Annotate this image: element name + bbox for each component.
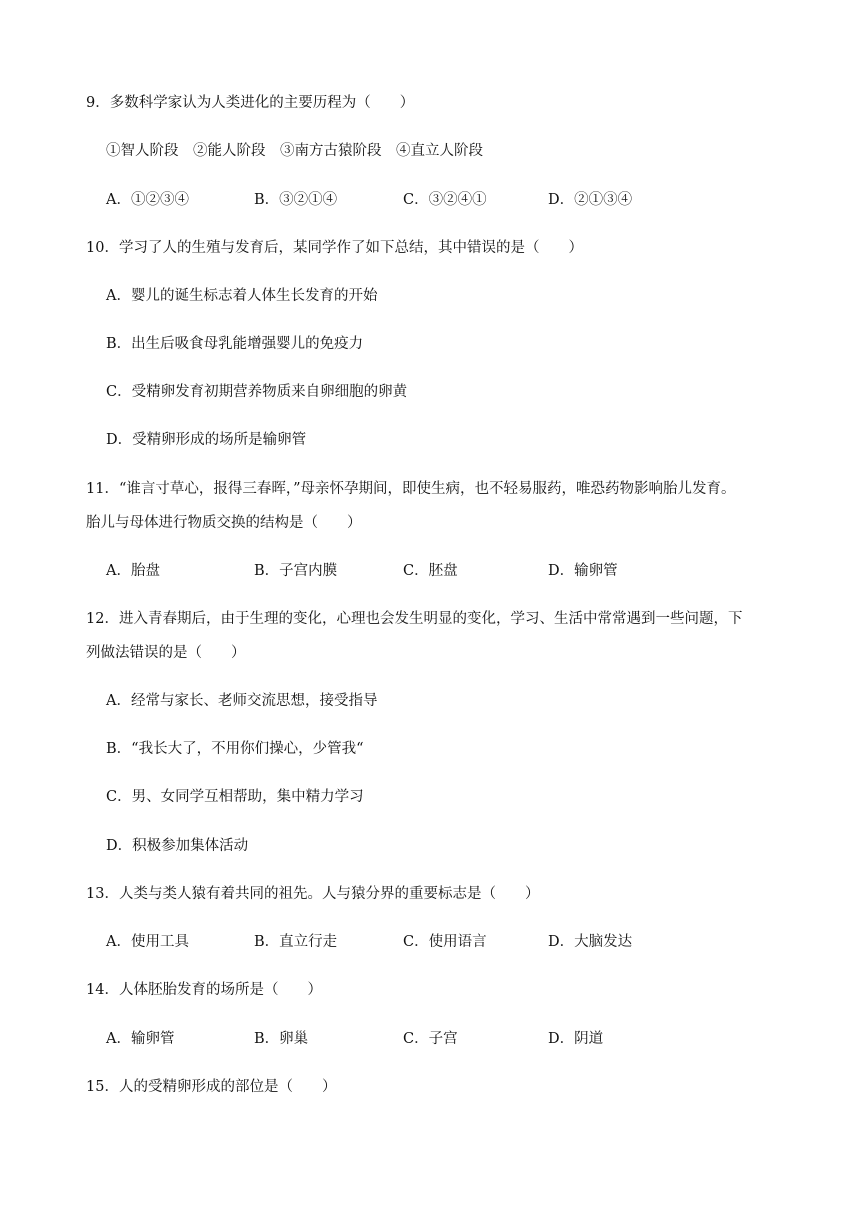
option-d[interactable]: D．积极参加集体活动 [106,838,249,854]
question-11-stem-cont: 胎儿与母体进行物质交换的结构是（ ） [86,515,362,531]
option-b[interactable]: B．子宫内膜 [254,563,338,579]
option-b[interactable]: B．“我长大了，不用你们操心，少管我“ [106,741,364,757]
question-15-stem: 15．人的受精卵形成的部位是（ ） [86,1079,337,1095]
option-c[interactable]: C．③②④① [403,192,487,208]
option-a[interactable]: A．①②③④ [106,192,189,208]
option-b[interactable]: B．出生后吸食母乳能增强婴儿的免疫力 [106,336,364,352]
option-a[interactable]: A．使用工具 [106,934,189,950]
question-13-stem: 13．人类与类人猿有着共同的祖先。人与猿分界的重要标志是（ ） [86,886,540,902]
question-10-stem: 10．学习了人的生殖与发育后，某同学作了如下总结，其中错误的是（ ） [86,240,583,256]
question-9-items: ①智人阶段 ②能人阶段 ③南方古猿阶段 ④直立人阶段 [106,143,483,159]
option-b[interactable]: B．卵巢 [254,1031,309,1047]
option-a[interactable]: A．婴儿的诞生标志着人体生长发育的开始 [106,288,378,304]
option-d[interactable]: D．大脑发达 [548,934,633,950]
question-12-stem: 12．进入青春期后，由于生理的变化，心理也会发生明显的变化，学习、生活中常常遇到一些问题，下 [86,611,743,627]
option-c[interactable]: C．胚盘 [403,563,458,579]
question-11-stem: 11．“谁言寸草心，报得三春晖，”母亲怀孕期间，即使生病，也不轻易服药，唯恐药物影响胎儿发育。 [86,481,736,497]
option-d[interactable]: D．受精卵形成的场所是输卵管 [106,432,307,448]
question-9-stem: 9．多数科学家认为人类进化的主要历程为（ ） [86,95,415,111]
option-a[interactable]: A．输卵管 [106,1031,175,1047]
option-b[interactable]: B．③②①④ [254,192,338,208]
option-a[interactable]: A．胎盘 [106,563,160,579]
question-12-stem-cont: 列做法错误的是（ ） [86,645,246,661]
option-d[interactable]: D．阴道 [548,1031,604,1047]
option-c[interactable]: C．使用语言 [403,934,487,950]
question-14-stem: 14．人体胚胎发育的场所是（ ） [86,982,322,998]
option-a[interactable]: A．经常与家长、老师交流思想，接受指导 [106,693,378,709]
option-c[interactable]: C．子宫 [403,1031,458,1047]
option-c[interactable]: C．男、女同学互相帮助，集中精力学习 [106,789,364,805]
option-c[interactable]: C．受精卵发育初期营养物质来自卵细胞的卵黄 [106,384,408,400]
option-d[interactable]: D．输卵管 [548,563,618,579]
option-b[interactable]: B．直立行走 [254,934,338,950]
option-d[interactable]: D．②①③④ [548,192,633,208]
